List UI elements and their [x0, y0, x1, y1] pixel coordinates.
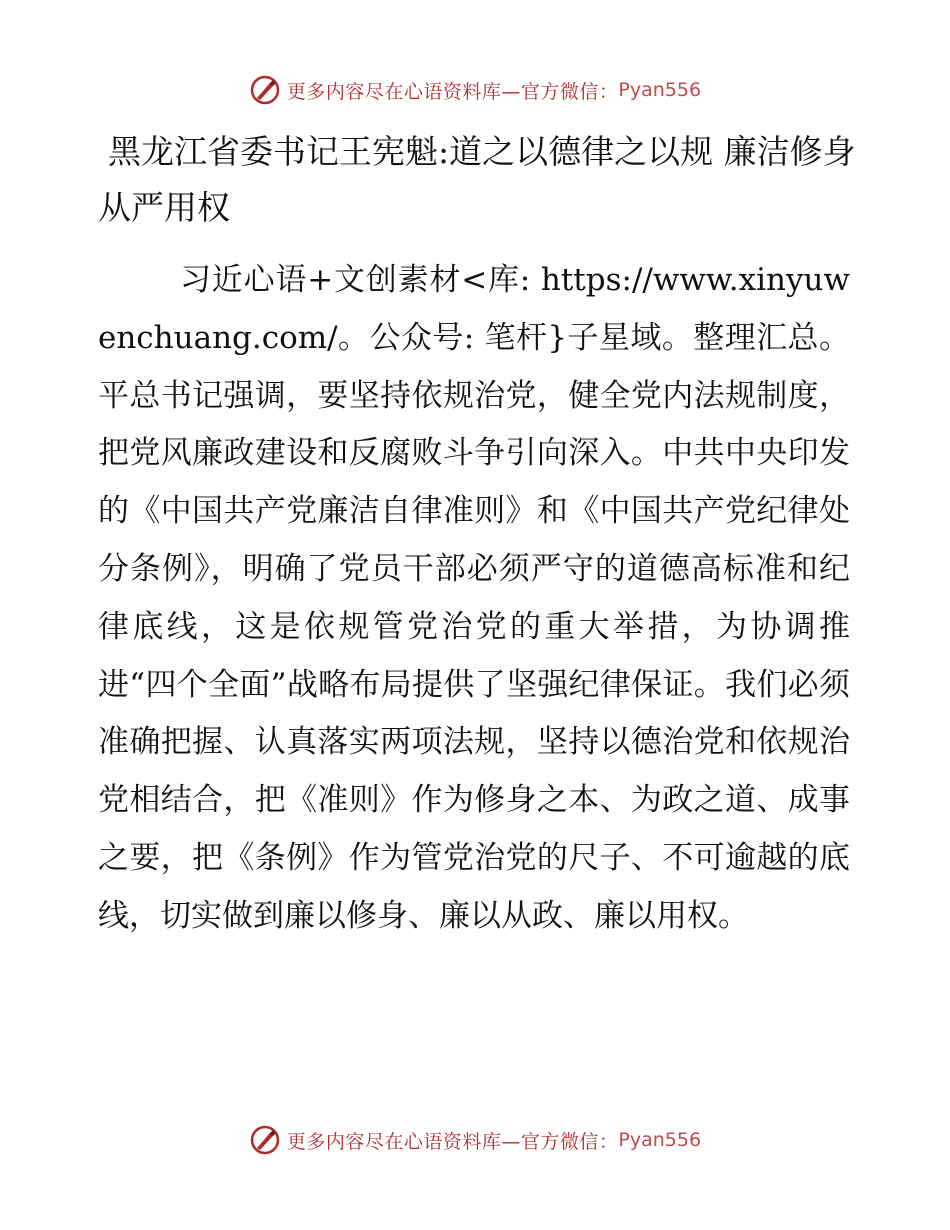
- watermark-handle: Pyan556: [618, 79, 702, 101]
- pen-logo-icon: [249, 1124, 281, 1156]
- header-watermark: [0, 70, 950, 110]
- footer-watermark: [0, 1120, 950, 1160]
- article-title: 黑龙江省委书记王宪魁:道之以德律之以规 廉洁修身从严用权: [98, 132, 856, 227]
- watermark-text: 更多内容尽在心语资料库—官方微信：: [286, 80, 619, 103]
- article-body: 习近心语+文创素材<库: https://www.xinyuwenchuang.com/。公众号: 笔杆}子星域。整理汇总。平总书记强调，要坚持依规治党，健全党内法规制度，把党风廉政建设和反腐败斗争引向深入。中共中央印发的《中国共产党廉洁自律准则》和《中国共产党纪律处分条例》，明确了党员干部必须严守的道德高标准和纪律底线，这是依规管党治党的重大举措，为协调推进“四个全面”战略布局提供了坚强纪律保证。我们必须准确把握、认真落实两项法规，坚持以德治党和依规治党相结合，把《准则》作为修身之本、为政之道、成事之要，把《条例》作为管党治党的尺子、不可逾越的底线，切实做到廉以修身、廉以从政、廉以用权。: [98, 262, 850, 934]
- watermark-handle: Pyan556: [618, 1129, 702, 1151]
- watermark-text: 更多内容尽在心语资料库—官方微信：: [286, 1130, 619, 1153]
- pen-logo-icon: [249, 74, 281, 106]
